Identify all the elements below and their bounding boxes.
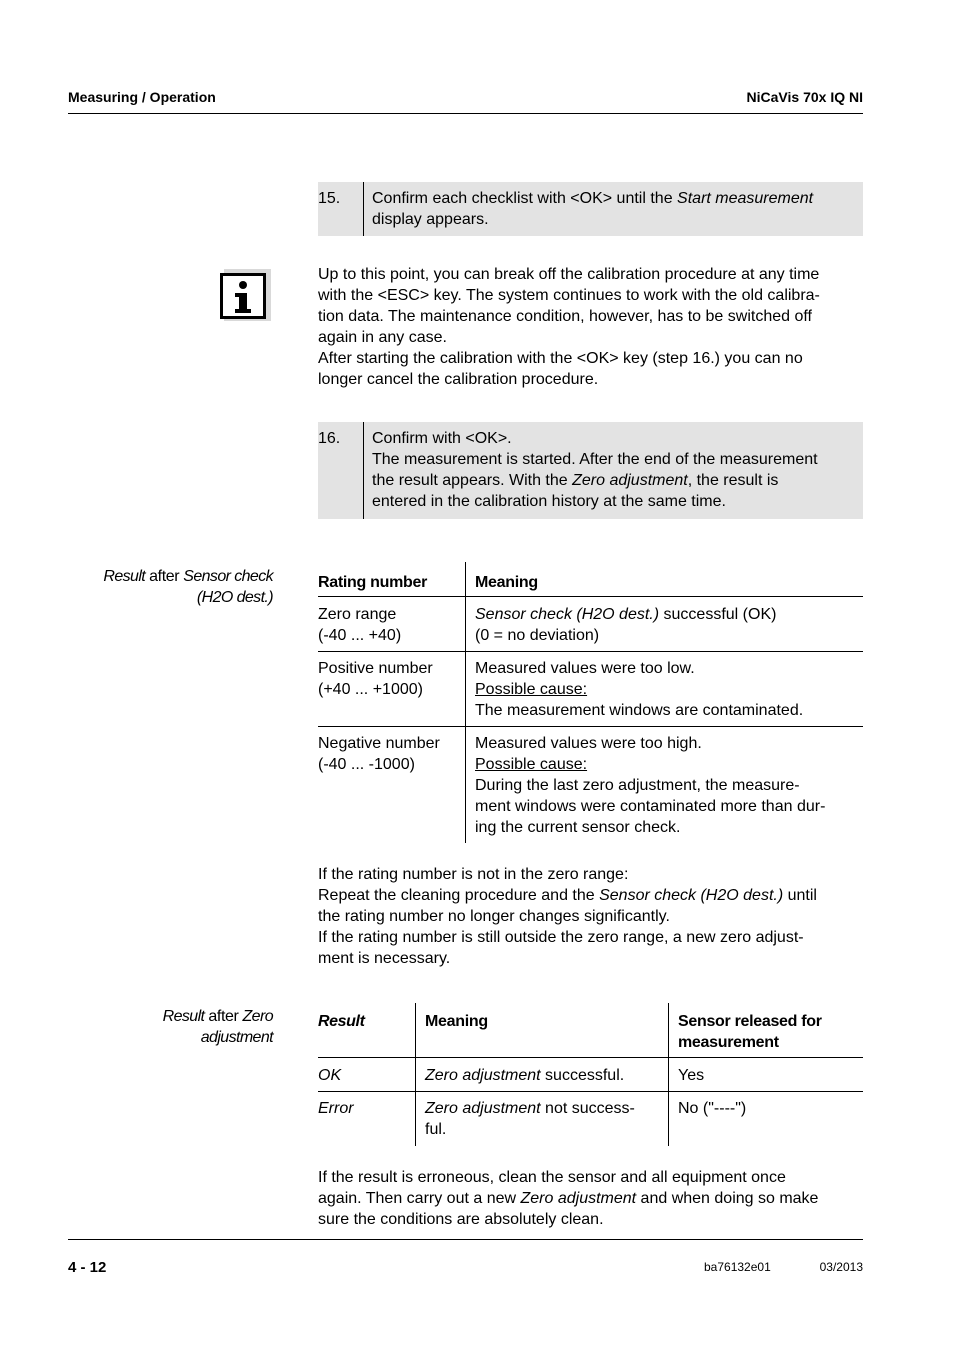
text: (0 = no deviation) (475, 627, 600, 644)
text: Positive number (318, 660, 433, 677)
text: Possible cause: (475, 681, 588, 698)
table-column-divider (415, 1003, 416, 1146)
text: ing the current sensor check. (475, 819, 681, 836)
table-header-result: Result (318, 1013, 365, 1030)
text: If the result is erroneous, clean the sensor and all equipment once (318, 1169, 786, 1186)
text: Result (103, 568, 146, 585)
text: with the (318, 287, 378, 304)
step-text (372, 188, 857, 230)
text: ful. (425, 1121, 447, 1138)
ok-key: <OK> (570, 190, 613, 207)
text: sure the conditions are absolutely clean. (318, 1211, 604, 1228)
text: ment windows were contaminated more than dur- (475, 798, 826, 815)
table-cell (318, 604, 401, 646)
running-header-right: NiCaVis 70x IQ NI (746, 89, 863, 105)
page-number: 4 - 12 (68, 1259, 107, 1276)
info-icon (220, 273, 266, 319)
text: tion data. The maintenance condition, however, has to be switched off (318, 308, 812, 325)
text: Possible cause: (475, 756, 588, 773)
table-header-released (678, 1011, 822, 1053)
step-16-box (318, 422, 863, 519)
rating-paragraph (318, 864, 863, 969)
table-cell: Yes (678, 1067, 705, 1084)
text: again in any case. (318, 329, 447, 346)
text: and when doing so make (636, 1190, 819, 1207)
rating-table (318, 562, 863, 843)
table-cell (425, 1098, 635, 1140)
table-rule (318, 726, 863, 727)
text: until the (612, 190, 678, 207)
text: Zero adjustment (425, 1067, 541, 1084)
table-cell (425, 1065, 624, 1086)
table-rule (318, 596, 863, 597)
text: not success- (540, 1100, 635, 1117)
document-date: 03/2013 (819, 1260, 863, 1274)
step-divider (363, 182, 364, 236)
text: after (204, 1008, 243, 1025)
text: After starting the calibration with the (318, 350, 577, 367)
step-number: 15. (318, 190, 341, 207)
esc-key: <ESC> (377, 287, 430, 304)
table-cell: Error (318, 1100, 354, 1117)
text: Sensor released for (678, 1013, 822, 1030)
emphasis: Zero adjustment (572, 472, 688, 489)
text: Confirm with (372, 430, 466, 447)
table-cell: No ("----") (678, 1100, 747, 1117)
error-paragraph (318, 1167, 863, 1230)
text: (H2O dest.) (196, 589, 273, 606)
text: after (145, 568, 184, 585)
text: Measured values were too low. (475, 660, 695, 677)
table-rule (318, 651, 863, 652)
side-heading-zero-adjustment (40, 1006, 273, 1048)
step-text (372, 428, 857, 512)
result-table (318, 1003, 863, 1146)
table-rule (318, 1091, 863, 1092)
text: Zero adjustment (425, 1100, 541, 1117)
table-header-meaning: Meaning (425, 1013, 488, 1030)
text: Sensor check (H2O dest.) (475, 606, 660, 623)
text: measurement (678, 1034, 779, 1051)
emphasis: Sensor check (H2O dest.) (599, 887, 784, 904)
table-column-divider (668, 1003, 669, 1146)
text: The measurement is started. After the end of the measurement (372, 451, 818, 468)
text: Confirm each checklist with (372, 190, 571, 207)
text: Zero (242, 1008, 273, 1025)
document-id: ba76132e01 (704, 1260, 771, 1274)
step-15-box (318, 182, 863, 236)
text: (-40 ... -1000) (318, 756, 415, 773)
text: entered in the calibration history at the same time. (372, 493, 726, 510)
table-rule (318, 1057, 863, 1058)
footer-rule (68, 1239, 863, 1240)
text: , the result is (687, 472, 779, 489)
text: the result appears. With the (372, 472, 573, 489)
text: ment is necessary. (318, 950, 451, 967)
text: The measurement windows are contaminated. (475, 702, 804, 719)
table-cell (475, 604, 776, 646)
text: display appears. (372, 211, 489, 228)
running-header-left: Measuring / Operation (68, 89, 216, 105)
text: adjustment (200, 1029, 273, 1046)
text: Sensor check (183, 568, 273, 585)
text: During the last zero adjustment, the measure- (475, 777, 800, 794)
table-column-divider (465, 562, 466, 843)
text: If the rating number is still outside the zero range, a new zero adjust- (318, 929, 804, 946)
side-heading-sensor-check (40, 566, 273, 608)
emphasis: Start measurement (677, 190, 814, 207)
text: key. The system continues to work with the old calibra- (429, 287, 820, 304)
table-cell (318, 733, 440, 775)
ok-key: <OK> (576, 350, 619, 367)
text: . (507, 430, 512, 447)
text: Measured values were too high. (475, 735, 702, 752)
step-divider (363, 422, 364, 519)
table-cell (318, 658, 433, 700)
text: key (step 16.) you can no (618, 350, 803, 367)
text: again. Then carry out a new (318, 1190, 521, 1207)
table-cell (475, 658, 803, 721)
text: Negative number (318, 735, 440, 752)
text: Up to this point, you can break off the calibration procedure at any time (318, 266, 820, 283)
ok-key: <OK> (465, 430, 508, 447)
text: Zero range (318, 606, 397, 623)
table-cell: OK (318, 1067, 342, 1084)
text: (+40 ... +1000) (318, 681, 423, 698)
step-number: 16. (318, 430, 341, 447)
text: Result (162, 1008, 205, 1025)
text: (-40 ... +40) (318, 627, 402, 644)
table-cell (475, 733, 825, 838)
text: If the rating number is not in the zero range: (318, 866, 629, 883)
text: longer cancel the calibration procedure. (318, 371, 599, 388)
table-header-rating: Rating number (318, 574, 427, 591)
note-paragraph (318, 264, 863, 390)
text: successful. (540, 1067, 625, 1084)
text: the rating number no longer changes significantly. (318, 908, 670, 925)
table-header-meaning: Meaning (475, 574, 538, 591)
text: successful (OK) (659, 606, 777, 623)
header-rule (68, 113, 863, 114)
emphasis: Zero adjustment (520, 1190, 637, 1207)
text: until (783, 887, 817, 904)
text: Repeat the cleaning procedure and the (318, 887, 600, 904)
